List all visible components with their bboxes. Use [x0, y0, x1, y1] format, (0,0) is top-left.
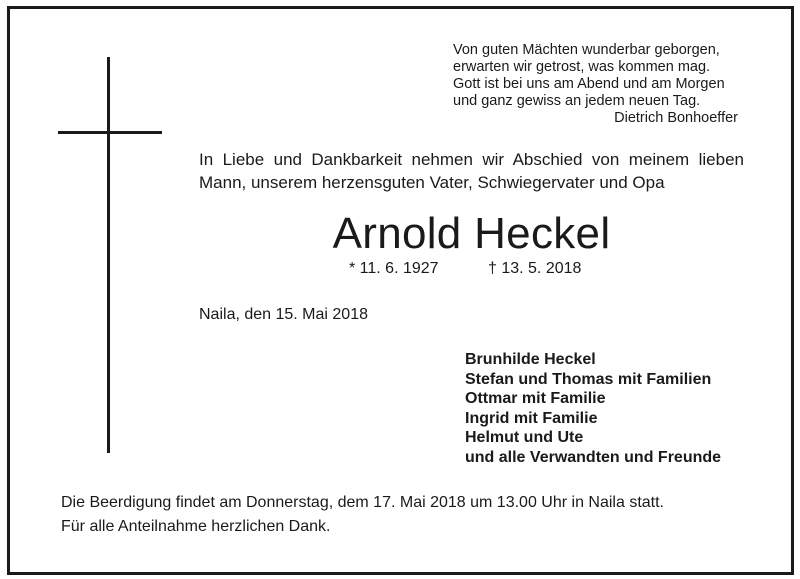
place-and-date: Naila, den 15. Mai 2018 [199, 306, 368, 323]
birth-date: * 11. 6. 1927 [349, 260, 439, 277]
deceased-name: Arnold Heckel [332, 209, 611, 258]
intro-line: In Liebe und Dankbarkeit nehmen wir Abschied von meinem lieben [199, 150, 744, 169]
mourners-list [465, 350, 721, 467]
farewell-intro [199, 148, 744, 194]
poem-quote [453, 42, 743, 127]
mourner-name: Ottmar mit Familie [465, 390, 606, 407]
poem-line: erwarten wir getrost, was kommen mag. [453, 59, 711, 75]
funeral-info [61, 491, 664, 539]
funeral-details: Die Beerdigung findet am Donnerstag, dem 17. Mai 2018 um 13.00 Uhr in Naila statt. [61, 494, 664, 511]
cross-vertical-bar [107, 57, 110, 453]
poem-line: Von guten Mächten wunderbar geborgen, [453, 42, 720, 58]
poem-line: Gott ist bei uns am Abend und am Morgen [453, 76, 725, 92]
intro-line: Mann, unserem herzensguten Vater, Schwiegervater und Opa [199, 173, 665, 192]
cross-horizontal-bar [58, 131, 162, 134]
thanks-line: Für alle Anteilnahme herzlichen Dank. [61, 518, 331, 535]
mourner-name: Stefan und Thomas mit Familien [465, 370, 712, 388]
mourner-name: und alle Verwandten und Freunde [465, 448, 722, 466]
poem-line: und ganz gewiss an jedem neuen Tag. [453, 93, 701, 109]
death-date: † 13. 5. 2018 [488, 260, 582, 277]
mourner-name: Brunhilde Heckel [465, 351, 596, 368]
poem-author: Dietrich Bonhoeffer [614, 110, 738, 126]
mourner-name: Helmut und Ute [465, 429, 584, 446]
mourner-name: Ingrid mit Familie [465, 409, 598, 427]
